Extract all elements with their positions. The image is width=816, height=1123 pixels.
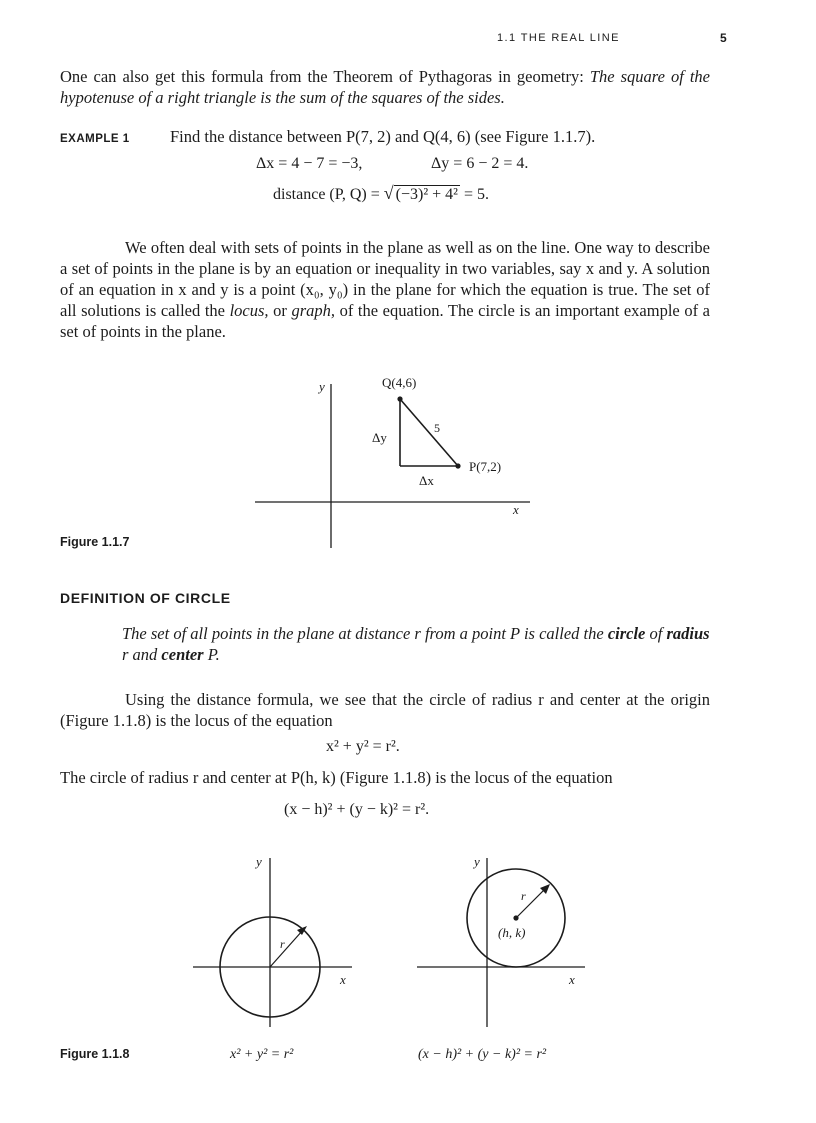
definition-text-d: P. bbox=[203, 645, 220, 664]
equation-delta-y: Δy = 6 − 2 = 4. bbox=[431, 155, 529, 172]
right-x-label: x bbox=[569, 972, 575, 987]
equation-origin-circle: x² + y² = r². bbox=[326, 738, 400, 755]
distance-rhs: = 5. bbox=[463, 186, 489, 203]
example-text: Find the distance between P(7, 2) and Q(4, 6) (see Figure 1.1.7). bbox=[170, 127, 596, 146]
circle-paragraph: Using the distance formula, we see that the circle of radius r and center at the origin (Figure 1.1.8) is the locus of the equation bbox=[60, 690, 710, 730]
equation-center-circle: (x − h)² + (y − k)² = r². bbox=[284, 801, 430, 818]
left-r-label: r bbox=[280, 937, 285, 951]
term-graph: graph, bbox=[291, 301, 336, 320]
label-q: Q(4,6) bbox=[382, 375, 417, 390]
label-hypotenuse: 5 bbox=[434, 421, 440, 435]
intro-text: One can also get this formula from the Theorem of Pythagoras in geometry: bbox=[60, 67, 590, 86]
example-label: EXAMPLE 1 bbox=[60, 133, 130, 145]
left-radius-line bbox=[270, 930, 303, 967]
locus-text-3: of the equation. The circle is an important example of a set of points in the plane. bbox=[60, 301, 710, 341]
left-equation-label: x² + y² = r² bbox=[230, 1047, 294, 1062]
label-delta-x: Δx bbox=[419, 473, 434, 488]
sqrt-sign: √ bbox=[383, 183, 394, 203]
right-r-label: r bbox=[521, 889, 526, 903]
label-p: P(7,2) bbox=[469, 459, 502, 474]
label-delta-y: Δy bbox=[372, 430, 387, 445]
definition-text-b: of bbox=[645, 624, 667, 643]
running-header: 1.1 THE REAL LINE bbox=[497, 32, 620, 44]
page-number: 5 bbox=[720, 31, 727, 45]
term-circle: circle bbox=[607, 624, 646, 643]
left-y-label: y bbox=[256, 854, 262, 869]
locus-text-2: or bbox=[268, 301, 292, 320]
figure-1-1-8-caption: Figure 1.1.8 bbox=[60, 1047, 130, 1061]
term-radius: radius bbox=[666, 624, 710, 643]
locus-text-1: We often deal with sets of points in the plane as well as on the line. One way to describe a set of points in the plane is by an equation or inequality in two variables, say x and y. A solution of an equation in x and y is a point (x₀, y₀) in the plane for which the equation is true. The set of all solutions is called the bbox=[60, 238, 710, 320]
distance-radicand: (−3)² + 4² bbox=[395, 186, 458, 203]
term-locus: locus, bbox=[229, 301, 269, 320]
left-x-label: x bbox=[340, 972, 346, 987]
definition-text-c: r and bbox=[122, 645, 162, 664]
figure-1-1-7-caption: Figure 1.1.7 bbox=[60, 535, 130, 549]
pythagoras-theorem: The square of the hypotenuse of a right triangle is the sum of the squares of the sides. bbox=[60, 67, 710, 107]
fig117-y-label: y bbox=[319, 379, 325, 394]
center-label: (h, k) bbox=[498, 925, 526, 940]
right-y-label: y bbox=[474, 854, 480, 869]
distance-lhs: distance (P, Q) = bbox=[273, 186, 380, 203]
circle-paragraph-2: The circle of radius r and center at P(h, k) (Figure 1.1.8) is the locus of the equation bbox=[60, 768, 613, 787]
equation-delta-x: Δx = 4 − 7 = −3, bbox=[256, 155, 363, 172]
definition-title: DEFINITION OF CIRCLE bbox=[60, 590, 231, 606]
fig117-x-label: x bbox=[513, 502, 519, 517]
right-equation-label: (x − h)² + (y − k)² = r² bbox=[418, 1047, 547, 1062]
term-center: center bbox=[161, 645, 204, 664]
definition-text-a: The set of all points in the plane at distance r from a point P is called the bbox=[122, 624, 608, 643]
left-radius-arrowhead bbox=[297, 926, 307, 935]
